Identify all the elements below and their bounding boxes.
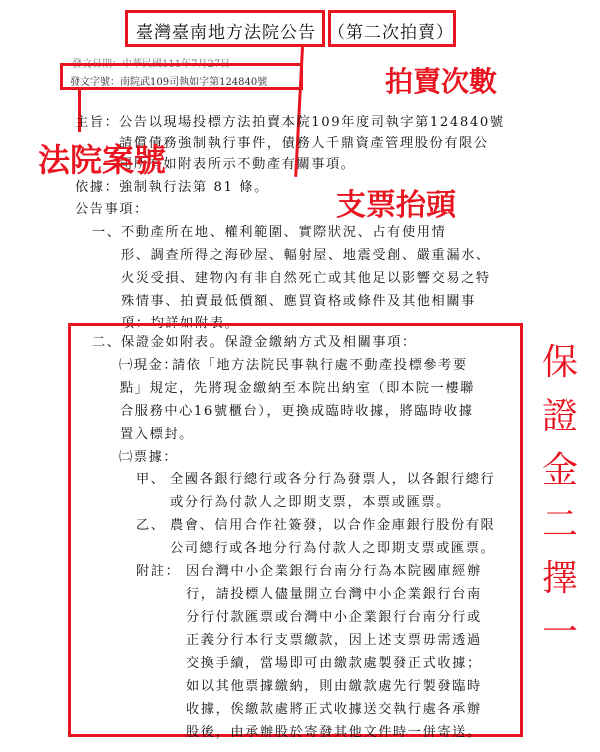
item2-label: 二、 <box>92 335 122 350</box>
check-b-label: 乙、 <box>136 518 166 533</box>
item1-line-3: 火災受損、建物內有非自然死亡或其他足以影響交易之特 <box>121 271 491 286</box>
note-line-2: 行，請投標人儘量開立台灣中小企業銀行台南 <box>186 587 482 602</box>
cash-label: ㈠現金： <box>119 358 179 373</box>
basis-label: 依據： <box>75 180 120 195</box>
note-line-5: 交換手續，當場即可由繳款處製發正式收據； <box>186 656 482 671</box>
auction-count-annotation: 拍賣次數 <box>385 65 498 98</box>
title-highlight-box <box>125 10 325 47</box>
subject-line-2: 請償債務強制執行事件，債務人千鼎資產管理股份有限公 <box>119 136 489 151</box>
subject-label: 主旨： <box>75 115 120 130</box>
deposit-char-5: 擇 <box>541 558 578 599</box>
item1-line-5: 項：均詳如附表。 <box>121 316 240 331</box>
subject-line-1: 公告以現場投標方法拍賣本院109年度司執字第124840號 <box>119 115 505 130</box>
issue-date: 發文日期：中華民國111年7月27日 <box>72 59 231 70</box>
cash-line-4: 置入標封。 <box>120 427 194 442</box>
check-b-line-2: 公司總行或各地分行為付款人之即期支票或匯票。 <box>170 541 496 556</box>
notice-title-suffix: （第二次拍賣） <box>328 23 454 43</box>
check-label: ㈡票據： <box>119 450 179 465</box>
subject-line-3: 司所有如附表所示不動產有關事項。 <box>119 157 356 172</box>
note-line-1: 因台灣中小企業銀行台南分行為本院國庫經辦 <box>186 564 482 579</box>
note-line-6: 如以其他票據繳納，則由繳款處先行製發臨時 <box>186 679 482 694</box>
cash-line-1: 請依「地方法院民事執行處不動產投標參考要 <box>172 358 468 373</box>
check-a-line-1: 全國各銀行總行或各分行為發票人，以各銀行總行 <box>170 472 496 487</box>
deposit-char-1: 保 <box>541 342 578 383</box>
cash-line-2: 點」規定，先將現金繳納至本院出納室（即本院一樓聯 <box>120 381 475 396</box>
case-number-annotation: 法院案號 <box>38 141 167 179</box>
check-b-line-1: 農會、信用合作社簽發，以合作金庫銀行股份有限 <box>170 518 496 533</box>
item1-line-2: 形、調查所得之海砂屋、輻射屋、地震受創、嚴重漏水、 <box>121 248 491 263</box>
item1-line-4: 殊情事、拍賣最低價額、應買資格或條件及其他相關事 <box>121 294 476 309</box>
item2-header: 保證金如附表。保證金繳納方式及相關事項： <box>121 335 417 350</box>
deposit-char-6: 一 <box>541 612 578 653</box>
check-a-line-2: 或分行為付款人之即期支票，本票或匯票。 <box>170 495 451 510</box>
deposit-char-3: 金 <box>541 450 578 491</box>
deposit-char-2: 證 <box>541 396 578 437</box>
basis-text: 強制執行法第 81 條。 <box>119 180 269 195</box>
cash-line-3: 合服務中心16號櫃台），更換成臨時收據，將臨時收據 <box>120 404 474 419</box>
note-line-3: 分行付款匯票或台灣中小企業銀行台南分行或 <box>186 610 482 625</box>
note-line-4: 正義分行本行支票繳款，因上述支票毋需透過 <box>186 633 482 648</box>
note-line-8: 股後，由承辦股於寄發其他文件時一併寄送。 <box>186 725 482 740</box>
notice-title: 臺灣臺南地方法院公告 <box>136 23 316 43</box>
notice-header: 公告事項： <box>75 202 149 217</box>
deposit-choice-annotation <box>540 336 580 660</box>
note-label: 附註： <box>136 564 181 579</box>
check-payee-annotation: 支票抬頭 <box>336 188 456 223</box>
auction-count-highlight-box <box>328 10 456 47</box>
item1-label: 一、 <box>92 225 122 240</box>
item1-line-1: 不動產所在地、權利範圍、實際狀況、占有使用情 <box>121 225 447 240</box>
case-number-highlight-box <box>60 63 303 90</box>
deposit-char-4: 二 <box>541 504 578 545</box>
note-line-7: 收據，俟繳款處將正式收據送交執行處各承辦 <box>186 702 482 717</box>
check-a-label: 甲、 <box>136 472 166 487</box>
case-number: 發文字號：南院武109司執如字第124840號 <box>70 77 268 88</box>
